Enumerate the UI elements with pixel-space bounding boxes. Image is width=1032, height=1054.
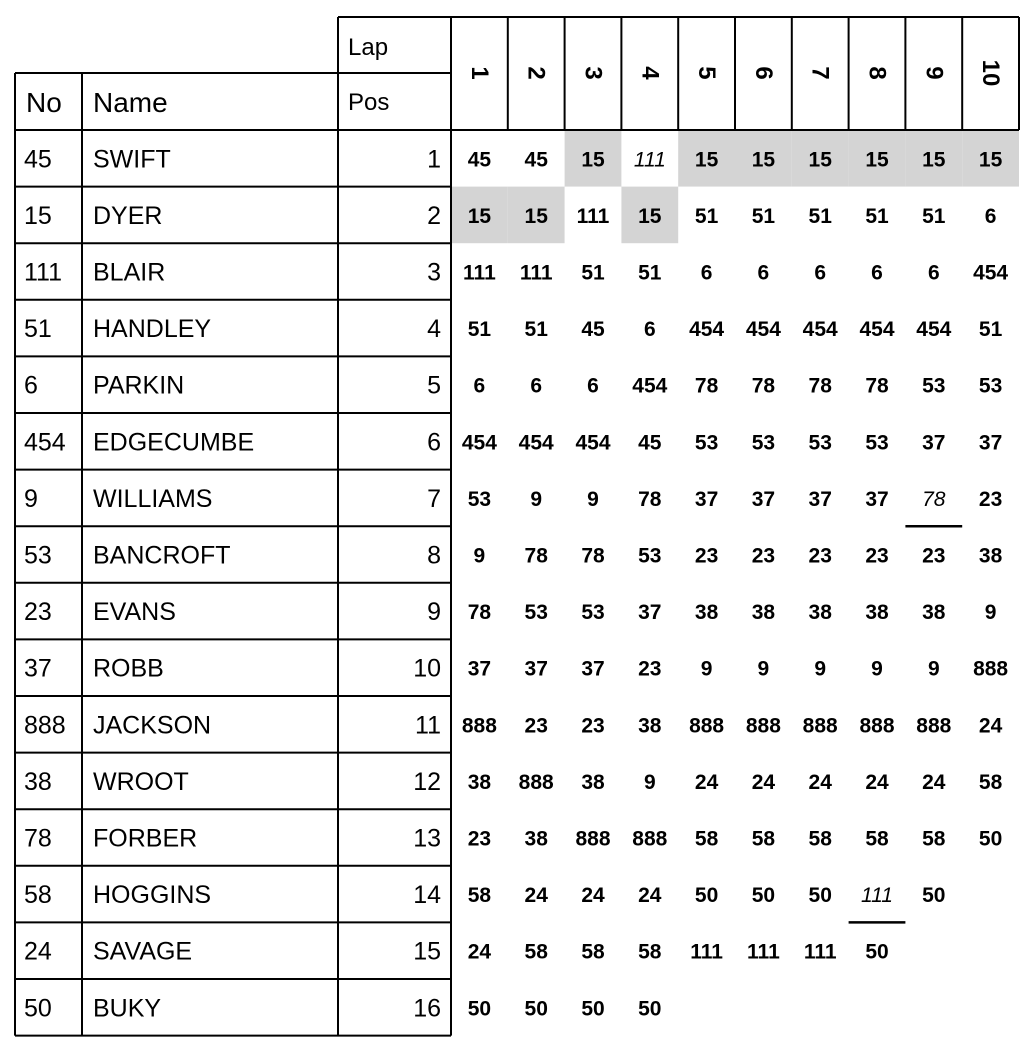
lap-position-cell: 58 (524, 940, 548, 964)
lap-position-cell: 15 (694, 148, 719, 172)
lap-position-cell: 15 (751, 148, 776, 172)
lap-position-cell: 37 (865, 487, 889, 511)
lap-position-cell: 454 (973, 261, 1009, 285)
lap-position-cell: 53 (581, 601, 605, 625)
driver-name: SWIFT (93, 145, 171, 174)
lap-position-cell: 15 (581, 148, 605, 172)
driver-name: ROBB (93, 654, 164, 683)
lap-position-cell: 9 (473, 544, 486, 568)
lap-position-cell: 454 (518, 431, 554, 455)
driver-number: 24 (24, 937, 52, 966)
lap-position-cell: 51 (751, 204, 776, 228)
lap-position-cell: 23 (751, 544, 776, 568)
lap-position-cell: 45 (638, 431, 662, 455)
column-header-lap: Lap (348, 34, 389, 61)
lap-position-cell: 51 (978, 318, 1003, 342)
lap-position-cell: 6 (927, 261, 940, 285)
lap-position-cell: 78 (694, 374, 719, 398)
lap-position-cell: 37 (581, 657, 605, 681)
lap-position-cell: 53 (808, 431, 832, 455)
lap-position-cell: 9 (984, 601, 997, 625)
lap-position-cell: 50 (922, 884, 946, 908)
lap-position-cell: 15 (638, 204, 662, 228)
lap-position-cell: 78 (808, 374, 832, 398)
lap-position-cell: 53 (638, 544, 662, 568)
lap-position-cell: 454 (745, 318, 781, 342)
grid-position: 1 (427, 145, 441, 174)
driver-name: BANCROFT (93, 541, 231, 570)
lap-position-cell: 24 (751, 770, 776, 794)
lap-position-cell: 37 (922, 431, 946, 455)
lap-position-cell: 23 (581, 714, 605, 738)
lap-position-cell: 38 (638, 714, 662, 738)
lap-position-cell: 50 (865, 940, 889, 964)
driver-number: 78 (24, 824, 52, 853)
lap-position-cell: 454 (689, 318, 725, 342)
lap-position-cell: 78 (638, 487, 662, 511)
lap-position-cell: 9 (927, 657, 940, 681)
lap-position-cell: 15 (467, 204, 492, 228)
lap-position-cell: 15 (978, 148, 1003, 172)
lap-position-cell: 454 (802, 318, 838, 342)
lap-position-cell: 888 (632, 827, 668, 851)
lap-position-cell: 6 (530, 374, 543, 398)
lap-position-cell: 51 (638, 261, 662, 285)
lap-position-cell: 24 (694, 770, 719, 794)
lap-position-cell: 454 (575, 431, 611, 455)
grid-position: 2 (427, 201, 441, 230)
lap-position-cell: 9 (530, 487, 543, 511)
lap-position-cell: 23 (467, 827, 492, 851)
lap-position-cell: 15 (865, 148, 889, 172)
lap-position-cell: 23 (524, 714, 548, 738)
lap-position-cell: 53 (467, 487, 492, 511)
lap-position-cell: 9 (700, 657, 713, 681)
driver-name: SAVAGE (93, 937, 193, 966)
lap-position-cell: 53 (694, 431, 719, 455)
grid-position: 15 (413, 937, 441, 966)
lap-position-cell: 38 (581, 770, 605, 794)
driver-name: WROOT (93, 767, 189, 796)
lap-position-cell: 23 (808, 544, 832, 568)
driver-number: 23 (24, 598, 52, 627)
lap-number-header: 10 (977, 59, 1005, 87)
grid-position: 8 (427, 541, 441, 570)
driver-number: 51 (24, 315, 52, 344)
lap-position-cell: 50 (751, 884, 776, 908)
column-header-name: Name (93, 87, 168, 118)
grid-position: 11 (415, 711, 441, 740)
driver-name: HOGGINS (93, 881, 212, 910)
grid-position: 12 (413, 767, 441, 796)
lap-position-cell: 51 (581, 261, 605, 285)
lap-position-cell: 45 (467, 148, 492, 172)
driver-number: 45 (24, 145, 52, 174)
lap-position-cell: 111 (519, 261, 553, 285)
lap-position-cell: 888 (518, 770, 554, 794)
lap-position-cell: 111 (633, 148, 666, 172)
lap-position-cell: 23 (694, 544, 719, 568)
lap-position-cell: 888 (802, 714, 838, 738)
lap-position-cell: 38 (808, 601, 832, 625)
grid-position: 14 (413, 881, 441, 910)
lap-position-cell: 24 (524, 884, 548, 908)
lap-position-cell: 38 (751, 601, 776, 625)
lap-position-cell: 15 (922, 148, 946, 172)
driver-number: 454 (24, 428, 66, 457)
lap-position-cell: 50 (524, 997, 548, 1021)
lap-position-cell: 50 (467, 997, 492, 1021)
driver-number: 53 (24, 541, 52, 570)
lap-position-cell: 50 (638, 997, 662, 1021)
lap-position-cell: 45 (524, 148, 548, 172)
lap-position-cell: 6 (757, 261, 770, 285)
driver-number: 38 (24, 767, 52, 796)
lap-position-cell: 888 (575, 827, 611, 851)
lap-position-cell: 888 (859, 714, 895, 738)
lap-position-cell: 51 (922, 204, 946, 228)
lap-position-cell: 9 (643, 770, 656, 794)
lap-number-header: 4 (636, 66, 664, 80)
lap-position-cell: 454 (859, 318, 895, 342)
lap-position-cell: 6 (700, 261, 713, 285)
lap-position-cell: 15 (808, 148, 832, 172)
lap-position-cell: 53 (978, 374, 1003, 398)
lap-number-header: 1 (465, 66, 493, 80)
driver-name: BLAIR (93, 258, 166, 287)
lap-position-cell: 888 (916, 714, 952, 738)
lap-position-cell: 24 (581, 884, 605, 908)
lap-position-cell: 51 (524, 318, 548, 342)
lap-position-cell: 9 (871, 657, 883, 681)
driver-name: EVANS (93, 598, 176, 627)
lap-position-cell: 58 (865, 827, 889, 851)
lap-position-cell: 37 (751, 487, 776, 511)
lap-position-cell: 6 (643, 318, 656, 342)
lap-position-cell: 37 (694, 487, 719, 511)
driver-number: 15 (24, 201, 52, 230)
lap-position-cell: 24 (467, 940, 492, 964)
grid-position: 3 (427, 258, 441, 287)
lap-position-cell: 38 (524, 827, 548, 851)
driver-number: 111 (24, 258, 63, 287)
lap-position-cell: 58 (638, 940, 662, 964)
lap-number-header: 7 (806, 66, 834, 80)
lap-number-header: 9 (920, 66, 948, 80)
lap-position-cell: 37 (638, 601, 662, 625)
lap-number-header: 2 (522, 66, 550, 80)
lap-position-cell: 58 (922, 827, 946, 851)
lap-position-cell: 51 (467, 318, 492, 342)
grid-position: 6 (427, 428, 441, 457)
driver-number: 37 (24, 654, 52, 683)
lap-position-cell: 6 (814, 261, 827, 285)
lap-position-cell: 454 (916, 318, 952, 342)
lap-position-cell: 111 (690, 940, 723, 964)
lap-position-cell: 50 (808, 884, 832, 908)
lap-position-cell: 53 (865, 431, 889, 455)
driver-number: 58 (24, 881, 52, 910)
lap-number-header: 3 (579, 66, 607, 80)
lap-position-cell: 78 (865, 374, 889, 398)
lap-position-cell: 454 (461, 431, 497, 455)
driver-name: EDGECUMBE (93, 428, 255, 457)
lap-position-cell: 888 (461, 714, 497, 738)
lap-position-cell: 38 (978, 544, 1003, 568)
lap-position-cell: 38 (865, 601, 889, 625)
lap-position-cell: 23 (922, 544, 946, 568)
lap-position-cell: 24 (865, 770, 889, 794)
lap-position-cell: 111 (463, 261, 496, 285)
lap-position-cell: 45 (581, 318, 605, 342)
lap-position-cell: 58 (581, 940, 605, 964)
lap-position-cell: 78 (581, 544, 605, 568)
lap-position-cell: 53 (922, 374, 946, 398)
lap-position-cell: 58 (694, 827, 719, 851)
driver-name: WILLIAMS (93, 484, 213, 513)
column-header-no: No (26, 87, 62, 118)
lap-position-cell: 24 (638, 884, 662, 908)
driver-name: HANDLEY (93, 315, 212, 344)
lap-position-cell: 51 (865, 204, 889, 228)
driver-name: JACKSON (93, 711, 212, 740)
lap-position-cell: 24 (978, 714, 1003, 738)
lap-position-cell: 6 (871, 261, 883, 285)
lap-position-cell: 58 (808, 827, 832, 851)
lap-position-cell: 111 (861, 884, 893, 908)
lap-position-cell: 38 (467, 770, 492, 794)
grid-position: 9 (427, 598, 441, 627)
lap-position-cell: 78 (922, 487, 946, 511)
lap-position-cell: 78 (751, 374, 776, 398)
lap-position-cell: 51 (694, 204, 719, 228)
lap-position-cell: 37 (467, 657, 492, 681)
lap-position-cell: 50 (978, 827, 1003, 851)
driver-number: 6 (24, 371, 38, 400)
lap-position-cell: 888 (689, 714, 725, 738)
lap-position-cell: 58 (978, 770, 1003, 794)
lap-position-cell: 58 (751, 827, 776, 851)
driver-number: 50 (24, 994, 52, 1023)
lap-position-cell: 51 (808, 204, 832, 228)
lap-position-cell: 37 (808, 487, 832, 511)
grid-position: 5 (427, 371, 441, 400)
lap-position-cell: 888 (973, 657, 1009, 681)
driver-name: DYER (93, 201, 163, 230)
lap-position-cell: 50 (694, 884, 719, 908)
lap-position-cell: 53 (751, 431, 776, 455)
lap-position-cell: 9 (757, 657, 770, 681)
lap-position-cell: 6 (473, 374, 486, 398)
lap-position-cell: 78 (524, 544, 548, 568)
grid-position: 10 (413, 654, 441, 683)
lap-position-cell: 24 (922, 770, 946, 794)
grid-position: 16 (413, 994, 441, 1023)
driver-name: BUKY (93, 994, 162, 1023)
grid-position: 13 (413, 824, 441, 853)
lap-position-cell: 454 (632, 374, 668, 398)
lap-position-cell: 9 (814, 657, 827, 681)
lap-position-cell: 58 (467, 884, 492, 908)
lap-position-cell: 23 (638, 657, 662, 681)
lap-position-cell: 111 (576, 204, 610, 228)
lap-position-cell: 6 (587, 374, 599, 398)
lap-number-header: 5 (693, 66, 721, 80)
lap-position-cell: 38 (922, 601, 946, 625)
grid-position: 4 (427, 315, 441, 344)
driver-number: 9 (24, 484, 38, 513)
lap-position-cell: 15 (524, 204, 548, 228)
lap-position-cell: 888 (745, 714, 781, 738)
lap-position-cell: 111 (803, 940, 837, 964)
column-header-pos: Pos (348, 89, 390, 116)
lap-position-cell: 50 (581, 997, 605, 1021)
lap-number-header: 6 (749, 66, 777, 80)
driver-number: 888 (24, 711, 66, 740)
lap-number-header: 8 (863, 66, 891, 80)
lap-position-cell: 38 (694, 601, 719, 625)
lap-position-cell: 9 (587, 487, 599, 511)
driver-name: FORBER (93, 824, 198, 853)
lap-position-cell: 111 (747, 940, 780, 964)
driver-name: PARKIN (93, 371, 185, 400)
lap-position-cell: 78 (467, 601, 492, 625)
lap-position-cell: 53 (524, 601, 548, 625)
lap-position-cell: 6 (984, 204, 997, 228)
lap-position-cell: 37 (978, 431, 1003, 455)
grid-position: 7 (427, 484, 441, 513)
lap-position-cell: 37 (524, 657, 548, 681)
lap-position-cell: 23 (978, 487, 1003, 511)
lap-position-cell: 24 (808, 770, 832, 794)
lap-position-cell: 23 (865, 544, 889, 568)
